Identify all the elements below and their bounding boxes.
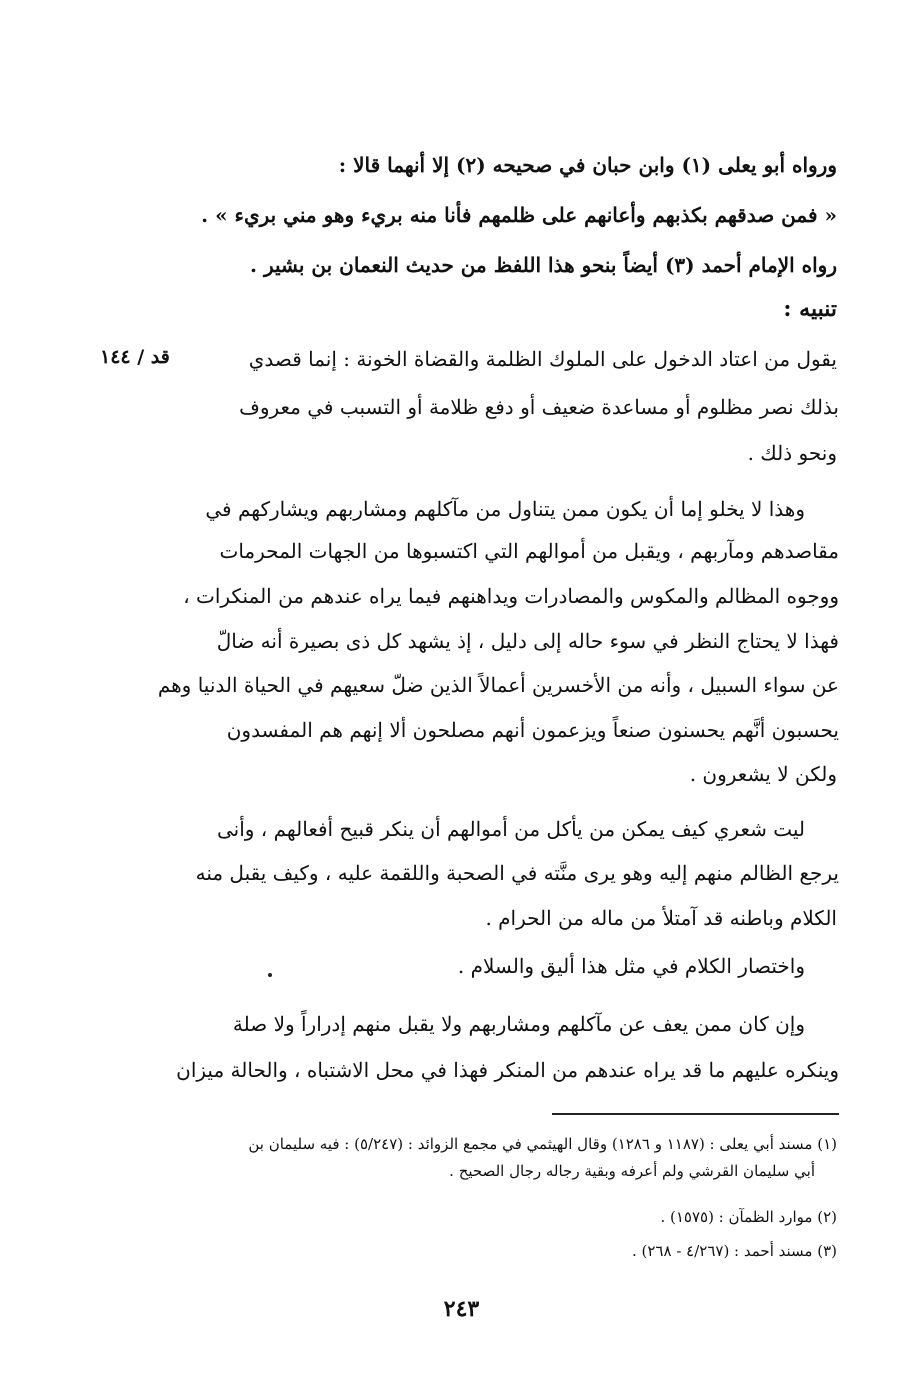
footnote-rule [552,1113,839,1115]
para2-line-2: يرجع الظالم منهم إليه وهو يرى منَّته في الصحبة واللقمة عليه ، وكيف يقبل منه [195,861,839,885]
print-speck [268,973,272,977]
margin-note: قد / ١٤٤ [100,346,170,368]
footnote-2: (٢) موارد الظمآن : (١٥٧٥) . [660,1208,837,1226]
footnote-3: (٣) مسند أحمد : (٤/٢٦٧ - ٢٦٨) . [631,1242,837,1260]
para1-line-3: ووجوه المظالم والمكوس والمصادرات ويداهنهم فيما يراه عندهم من المنكرات ، [183,584,839,608]
para1-line-5: عن سواء السبيل ، وأنه من الأخسرين أعمالاً الذين ضلّ سعيهم في الحياة الدنيا وهم [157,673,839,697]
tanbih-line-3: ونحو ذلك . [747,441,837,465]
para1-line-7: ولكن لا يشعرون . [689,762,837,786]
section-heading: تنبيه : [783,296,837,322]
intro-line-1: ورواه أبو يعلى (١) وابن حبان في صحيحه (٢) إلا أنهما قالا : [338,153,837,177]
footnote-1-line-1: (١) مسند أبي يعلى : (١١٨٧ و ١٢٨٦) وقال الهيثمي في مجمع الزوائد : (٥/٢٤٧) : فيه سليمان بن [248,1135,837,1153]
intro-line-2: « فمن صدقهم بكذبهم وأعانهم على ظلمهم فأنا منه بريء وهو مني بريء » . [201,203,837,227]
tanbih-line-2: بذلك نصر مظلوم أو مساعدة ضعيف أو دفع ظلامة أو التسبب في معروف [239,395,839,419]
footnote-1-line-2: أبي سليمان القرشي ولم أعرفه وبقية رجاله رجال الصحيح . [449,1162,815,1180]
para1-line-6: يحسبون أنَّهم يحسنون صنعاً ويزعمون أنهم مصلحون ألا إنهم هم المفسدون [226,718,839,742]
para2-line-3: الكلام وباطنه قد آمتلأ من ماله من الحرام . [485,906,837,930]
para4-line-2: وينكره عليهم ما قد يراه عندهم من المنكر فهذا في محل الاشتباه ، والحالة ميزان [176,1058,839,1082]
page-number: ٢٤٣ [443,1296,480,1322]
para3-line: واختصار الكلام في مثل هذا أليق والسلام . [457,954,805,978]
intro-line-3: رواه الإمام أحمد (٣) أيضاً بنحو هذا اللفظ من حديث النعمان بن بشير . [250,253,837,277]
para4-line-1: وإن كان ممن يعف عن مآكلهم ومشاربهم ولا يقبل منهم إدراراً ولا صلة [232,1012,805,1036]
para2-line-1: ليت شعري كيف يمكن من يأكل من أموالهم أن ينكر قبيح أفعالهم ، وأنى [216,817,805,841]
para1-line-1: وهذا لا يخلو إما أن يكون ممن يتناول من مآكلهم ومشاربهم ويشاركهم في [205,497,805,521]
para1-line-4: فهذا لا يحتاج النظر في سوء حاله إلى دليل ، إذ يشهد كل ذى بصيرة أنه ضالّ [216,629,839,653]
tanbih-line-1: يقول من اعتاد الدخول على الملوك الظلمة والقضاة الخونة : إنما قصدي [248,347,837,371]
para1-line-2: مقاصدهم ومآربهم ، ويقبل من أموالهم التي اكتسبوها من الجهات المحرمات [219,539,839,563]
